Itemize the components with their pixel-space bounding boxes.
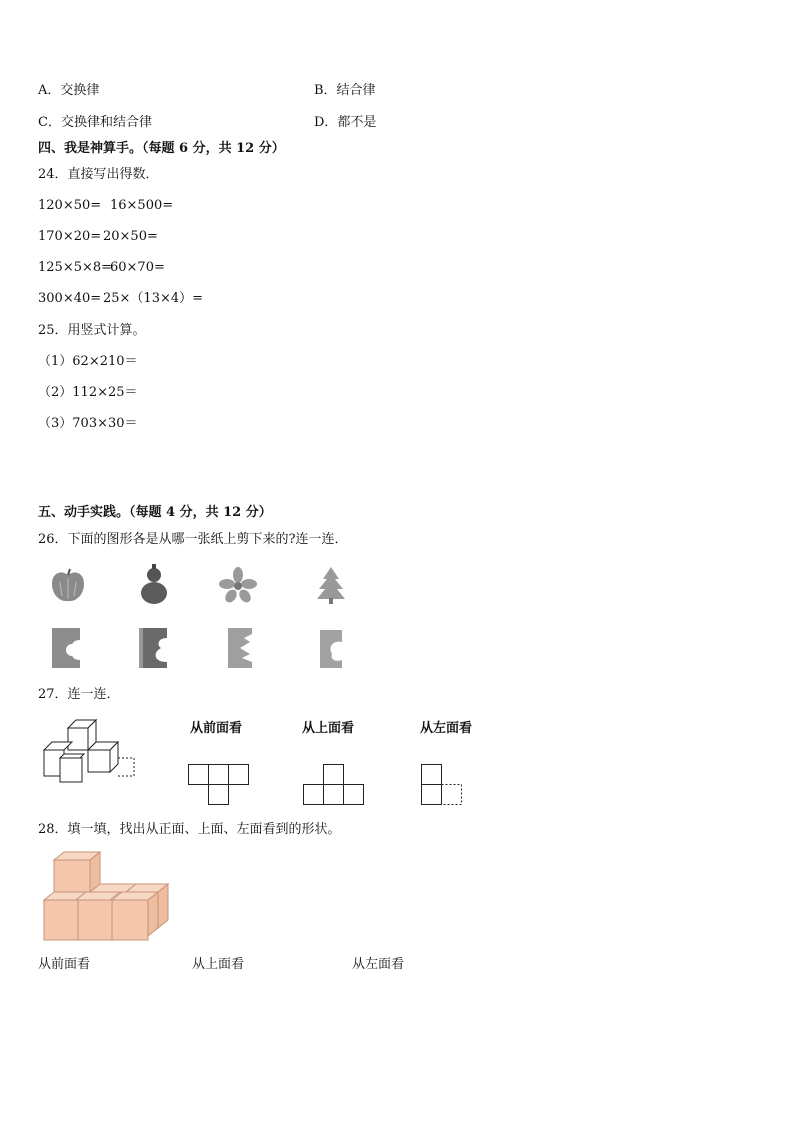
paper-apple-cut [318, 628, 344, 670]
q25-item-1: （1）62×210＝ [38, 354, 138, 369]
q26-title: 26．下面的图形各是从哪一张纸上剪下来的?连一连． [38, 532, 348, 547]
paper-tree-cut [226, 626, 254, 670]
q24-r3-right: 60×70= [110, 260, 165, 275]
choice-b: B．结合律 [314, 83, 376, 98]
paper-flower-cut [50, 626, 84, 670]
q24-r2-left: 170×20= [38, 229, 102, 244]
paper-gourd-cut [137, 626, 169, 670]
q27-front-view-shape [188, 764, 252, 808]
q24-r1-left: 120×50= [38, 198, 102, 213]
q27-view-top-label: 从上面看 [302, 721, 355, 736]
q27-left-view-shape [421, 764, 465, 808]
q27-view-left-label: 从左面看 [420, 721, 473, 736]
section-5-heading: 五、动手实践。（每题 4 分，共 12 分） [38, 505, 272, 520]
q25-title: 25．用竖式计算。 [38, 323, 146, 338]
q24-r3-left: 125×5×8= [38, 260, 113, 275]
flower-icon [218, 566, 258, 604]
q24-r4-right: 25×（13×4）= [103, 291, 204, 306]
q27-view-front-label: 从前面看 [190, 721, 243, 736]
apple-icon [48, 566, 88, 606]
q24-r2-right: 20×50= [103, 229, 158, 244]
section-4-heading: 四、我是神算手。（每题 6 分，共 12 分） [38, 141, 285, 156]
choice-d: D．都不是 [314, 115, 377, 130]
q27-cube-arrangement [42, 718, 138, 784]
q24-title: 24．直接写出得数． [38, 167, 159, 182]
q28-label-left: 从左面看 [352, 957, 405, 972]
q24-r4-left: 300×40= [38, 291, 102, 306]
q24-r1-right: 16×500= [110, 198, 174, 213]
choice-c: C．交换律和结合律 [38, 115, 152, 130]
q28-title: 28．填一填，找出从正面、上面、左面看到的形状。 [38, 822, 341, 837]
gourd-icon [136, 563, 172, 607]
q25-item-2: （2）112×25＝ [38, 385, 138, 400]
q25-item-3: （3）703×30＝ [38, 416, 138, 431]
q28-cube-arrangement [42, 850, 172, 944]
choice-a: A．交换律 [38, 83, 100, 98]
q27-top-view-shape [303, 764, 367, 808]
q27-title: 27．连一连． [38, 687, 120, 702]
tree-icon [315, 565, 347, 605]
q28-label-front: 从前面看 [38, 957, 91, 972]
q28-label-top: 从上面看 [192, 957, 245, 972]
